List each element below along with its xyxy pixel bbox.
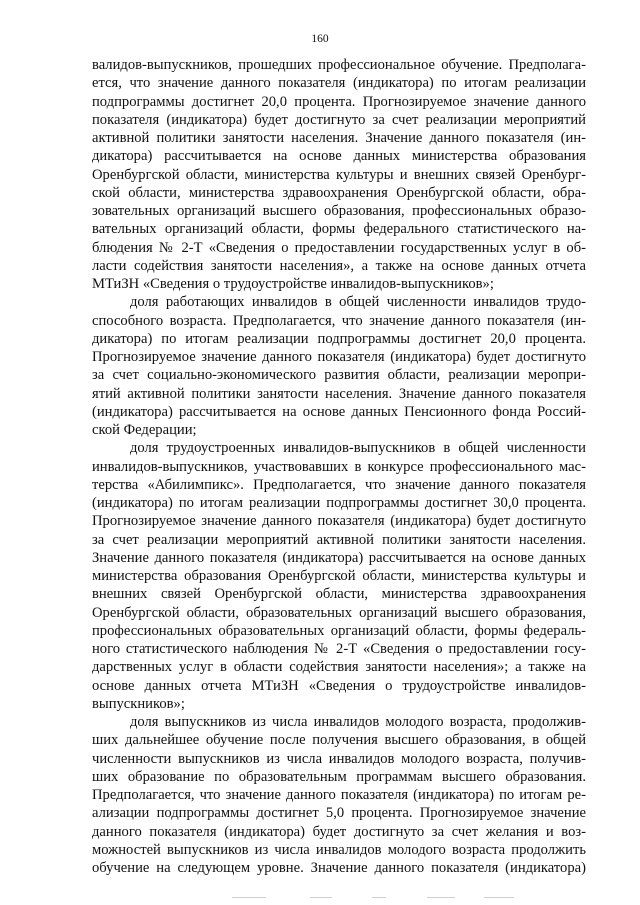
text-line: (индикатора) рассчитывается на основе данных Пенсионного фонда Россий- [92, 403, 586, 420]
text-line: зовательных организаций высшего образования, профессиональных образо- [92, 203, 586, 219]
text-line: ших образование по образовательным программам высшего образования. [92, 768, 586, 785]
text-line: подпрограммы достигнет 20,0 процента. Прогнозируемое значение данного [92, 93, 586, 110]
text-line: валидов-выпускников, прошедших профессиональное обучение. Предполага- [92, 57, 586, 73]
scan-artifact-marks [222, 897, 522, 901]
text-line: дарственных услуг в области содействия занятости населения»; а также на [92, 659, 586, 676]
text-line: внешних связей Оренбургской области, министерства здравоохранения [92, 586, 586, 603]
text-line: обучение на следующем уровне. Значение данного показателя (индикатора) [92, 860, 586, 876]
text-line: вательных организаций области, формы федерального статистического на- [92, 221, 586, 238]
text-line: блюдения № 2-Т «Сведения о предоставлении государственных услуг в об- [92, 239, 586, 256]
text-line: численности выпускников из числа инвалидов молодого возраста, получив- [92, 750, 586, 767]
text-line: основе данных отчета МТиЗН «Сведения о трудоустройстве инвалидов- [92, 677, 586, 694]
text-line: дикатора) рассчитывается на основе данных министерства образования [92, 148, 586, 165]
text-line: ской Федерации; [92, 422, 197, 438]
text-line: доля выпускников из числа инвалидов молодого возраста, продолжив- [130, 714, 586, 730]
text-line: ного статистического наблюдения № 2-Т «Сведения о предоставлении госу- [92, 641, 586, 657]
text-line: инвалидов-выпускников, участвовавших в конкурсе профессионального мас- [92, 458, 586, 475]
text-line: ализации подпрограммы достигнет 5,0 процента. Прогнозируемое значение [92, 805, 586, 822]
text-line: Предполагается, что значение данного показателя (индикатора) по итогам ре- [92, 787, 586, 803]
text-line: Значение данного показателя (индикатора) рассчитывается на основе данных [92, 549, 586, 566]
text-line: Оренбургской области, образовательных организаций высшего образования, [92, 604, 586, 621]
text-line: выпускников»; [92, 695, 185, 712]
text-line: показателя (индикатора) будет достигнуто за счет реализации мероприятий [92, 111, 586, 128]
text-line: доля работающих инвалидов в общей численности инвалидов трудо- [130, 294, 586, 311]
text-line: ших дальнейшее обучение после получения высшего образования, в общей [92, 732, 586, 749]
text-line: дикатора) по итогам реализации подпрограммы достигнет 20,0 процента. [92, 330, 586, 347]
text-line: активной политики занятости населения. Значение данного показателя (ин- [92, 130, 586, 146]
page-number: 160 [311, 33, 329, 45]
text-line: Прогнозируемое значение данного показателя (индикатора) будет достигнуто [92, 349, 586, 365]
text-line: способного возраста. Предполагается, что значение данного показателя (ин- [92, 312, 586, 329]
text-line: МТиЗН «Сведения о трудоустройстве инвалидов-выпускников»; [92, 276, 494, 292]
text-line: ласти содействия занятости населения», а также на основе данных отчета [92, 257, 586, 274]
text-line: можностей выпускников из числа инвалидов молодого возраста продолжить [92, 841, 586, 858]
text-line: данного показателя (индикатора) будет достигнуто за счет желания и воз- [92, 823, 586, 840]
text-line: Прогнозируемое значение данного показателя (индикатора) будет достигнуто [92, 513, 586, 530]
text-line: за счет реализации мероприятий активной политики занятости населения. [92, 531, 586, 548]
text-line: ской области, министерства здравоохранения Оренбургской области, обра- [92, 184, 586, 201]
body-text [92, 56, 586, 877]
text-line: профессиональных образовательных организаций области, формы федераль- [92, 622, 586, 639]
text-line: за счет социально-экономического развития области, реализации меропри- [92, 367, 586, 384]
text-line: доля трудоустроенных инвалидов-выпускников в общей численности [130, 440, 586, 457]
text-line: (индикатора) по итогам реализации подпрограммы достигнет 30,0 процента. [92, 495, 586, 511]
text-line: ятий активной политики занятости населения. Значение данного показателя [92, 385, 586, 402]
text-line: ется, что значение данного показателя (индикатора) по итогам реализации [92, 75, 586, 92]
text-line: министерства образования Оренбургской области, министерства культуры и [92, 568, 586, 584]
text-line: Оренбургской области, министерства культуры и внешних связей Оренбург- [92, 166, 586, 183]
text-line: терства «Абилимпикс». Предполагается, что значение данного показателя [92, 476, 586, 493]
